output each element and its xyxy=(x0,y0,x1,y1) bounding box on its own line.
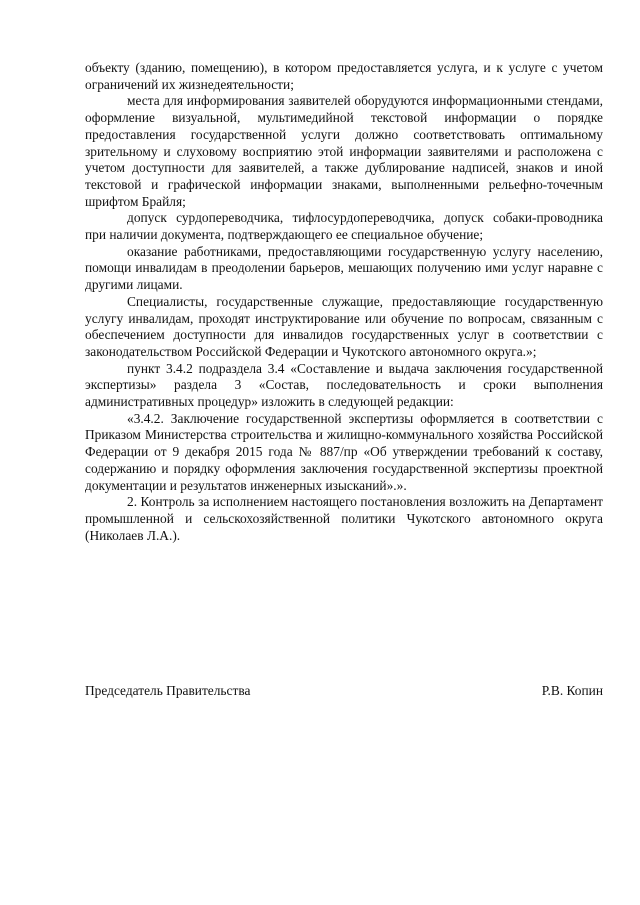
signature-block xyxy=(85,683,603,700)
paragraph-accessibility-objects: объекту (зданию, помещению), в котором предоставляется услуга, и к услуге с учетом ограничений их жизнедеятельности; xyxy=(85,60,603,92)
paragraph-staff-assistance: оказание работниками, предоставляющими государственную услугу населению, помощи инвалидам в преодолении барьеров, мешающих получению ими услуг наравне с другими лицами. xyxy=(85,243,603,293)
paragraph-sign-interpreter: допуск сурдопереводчика, тифлосурдопереводчика, допуск собаки-проводника при наличии документа, подтверждающего ее специальное обучение; xyxy=(85,210,603,243)
signatory-name: Р.В. Копин xyxy=(541,683,603,698)
paragraph-specialists-training: Специалисты, государственные служащие, предоставляющие государственную услугу инвалидам, проходят инструктирование или обучение по вопросам, связанным с обеспечением доступности для инвалидов государственных услуг в соответствии с законодательством Российской Федерации и Чукотского автономного округа.»; xyxy=(85,293,603,359)
paragraph-information-stands: места для информирования заявителей оборудуются информационными стендами, оформление визуальной, мультимедийной текстовой информации о порядке предоставления государственной услуги должно соответствовать оптимальному зрительному и слуховому восприятию этой информации заявителями и расположена с учетом доступности для заявителей, а также дублирование надписей, знаков и иной текстовой и графической информации знаками, выполненными рельефно-точечным шрифтом Брайля; xyxy=(85,93,603,209)
signatory-position: Председатель Правительства xyxy=(85,683,251,698)
paragraph-clause-3-4-2-intro: пункт 3.4.2 подраздела 3.4 «Составление и выдача заключения государственной экспертизы» раздела 3 «Состав, последовательность и сроки выполнения административных процедур» изложить в следующей редакции: xyxy=(85,360,603,410)
paragraph-clause-3-4-2-text: «3.4.2. Заключение государственной экспертизы оформляется в соответствии с Приказом Министерства строительства и жилищно-коммунального хозяйства Российской Федерации от 9 декабря 2015 года № 887/пр «Об утверждении требований к составу, содержанию и порядку оформления заключения государственной экспертизы проектной документации и результатов инженерных изысканий».». xyxy=(85,410,603,493)
document-body xyxy=(85,60,603,544)
paragraph-control-assignment: 2. Контроль за исполнением настоящего постановления возложить на Департамент промышленной и сельскохозяйственной политики Чукотского автономного округа (Николаев Л.А.). xyxy=(85,494,603,543)
